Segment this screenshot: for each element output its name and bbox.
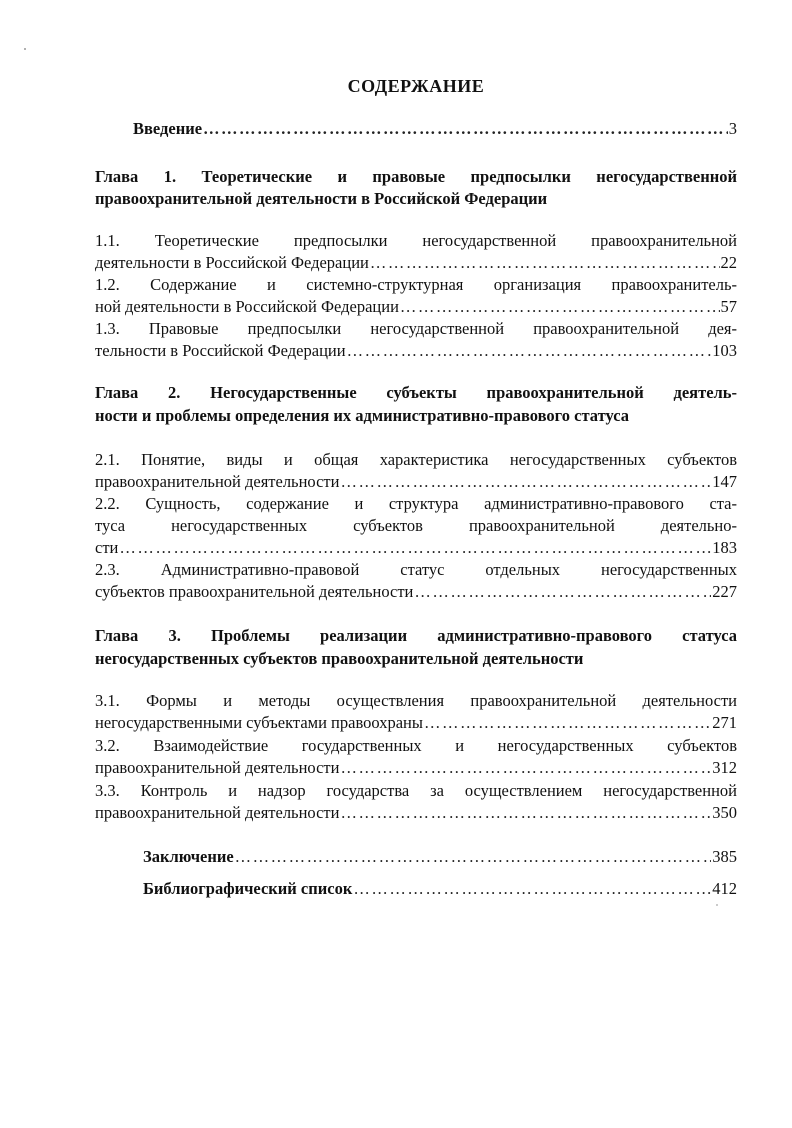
dot-leader <box>340 802 711 824</box>
dot-leader <box>414 581 711 603</box>
toc-entry-bibliography[interactable] <box>143 878 737 900</box>
toc-page-number: 147 <box>712 472 737 491</box>
section-3-2-line-1[interactable]: 3.2. Взаимодействие государственных и негосударственных субъектов <box>95 736 737 755</box>
dot-leader <box>340 471 711 493</box>
section-3-3-last-line[interactable] <box>95 802 737 824</box>
dot-leader <box>370 252 720 274</box>
toc-page-number: 312 <box>712 758 737 777</box>
toc-page-number: 227 <box>712 582 737 601</box>
toc-title: СОДЕРЖАНИЕ <box>347 76 485 96</box>
section-3-1-last-line[interactable] <box>95 712 737 734</box>
toc-entry-label: Заключение <box>143 847 234 866</box>
chapter-3-heading-line-2[interactable]: негосударственных субъектов правоохранительной деятельности <box>95 649 584 668</box>
section-2-3-line-1[interactable]: 2.3. Административно-правовой статус отдельных негосударственных <box>95 560 737 579</box>
section-2-2-last-line[interactable] <box>95 537 737 559</box>
section-2-2-line-1[interactable]: 2.2. Сущность, содержание и структура административно-правового ста- <box>95 494 737 513</box>
section-2-1-line-1[interactable]: 2.1. Понятие, виды и общая характеристика негосударственных субъектов <box>95 450 737 469</box>
dot-leader <box>400 296 720 318</box>
section-3-2-last-line[interactable] <box>95 757 737 779</box>
section-1-3-last-line[interactable] <box>95 340 737 362</box>
toc-page-number: 3 <box>728 119 737 138</box>
toc-entry-label: правоохранительной деятельности <box>95 472 340 491</box>
toc-page-number: 22 <box>720 253 737 272</box>
section-2-1-last-line[interactable] <box>95 471 737 493</box>
section-1-3-line-1[interactable]: 1.3. Правовые предпосылки негосударственной правоохранительной дея- <box>95 319 737 338</box>
toc-entry-intro[interactable] <box>133 118 737 140</box>
section-3-1-line-1[interactable]: 3.1. Формы и методы осуществления правоохранительной деятельности <box>95 691 737 710</box>
section-1-1-last-line[interactable] <box>95 252 737 274</box>
chapter-3-heading-line-1[interactable]: Глава 3. Проблемы реализации административно-правового статуса <box>95 626 737 645</box>
toc-entry-label: правоохранительной деятельности <box>95 758 340 777</box>
section-2-3-last-line[interactable] <box>95 581 737 603</box>
toc-entry-label: сти <box>95 538 119 557</box>
toc-entry-label: Введение <box>133 119 203 138</box>
dot-leader <box>235 846 712 868</box>
dot-leader <box>347 340 712 362</box>
section-1-1-line-1[interactable]: 1.1. Теоретические предпосылки негосударственной правоохранительной <box>95 231 737 250</box>
scan-speck <box>24 48 26 50</box>
toc-entry-label: деятельности в Российской Федерации <box>95 253 369 272</box>
toc-page-number: 385 <box>712 847 737 866</box>
section-3-3-line-1[interactable]: 3.3. Контроль и надзор государства за осуществлением негосударственной <box>95 781 737 800</box>
chapter-1-heading-line-2[interactable]: правоохранительной деятельности в Российской Федерации <box>95 189 548 208</box>
toc-page-number: 103 <box>712 341 737 360</box>
toc-entry-label: негосударственными субъектами правоохраны <box>95 713 423 732</box>
chapter-1-heading-line-1[interactable]: Глава 1. Теоретические и правовые предпосылки негосударственной <box>95 167 737 186</box>
toc-page-number: 412 <box>712 879 737 898</box>
toc-entry-label: Библиографический список <box>143 879 353 898</box>
section-1-2-line-1[interactable]: 1.2. Содержание и системно-структурная организация правоохранитель- <box>95 275 737 294</box>
dot-leader <box>424 712 711 734</box>
toc-entry-label: правоохранительной деятельности <box>95 803 340 822</box>
toc-entry-label: тельности в Российской Федерации <box>95 341 346 360</box>
dot-leader <box>340 757 711 779</box>
toc-page-number: 350 <box>712 803 737 822</box>
toc-entry-label: ной деятельности в Российской Федерации <box>95 297 399 316</box>
toc-entry-label: субъектов правоохранительной деятельности <box>95 582 414 601</box>
dot-leader <box>203 118 728 140</box>
chapter-2-heading-line-1[interactable]: Глава 2. Негосударственные субъекты правоохранительной деятель- <box>95 383 737 402</box>
toc-page-number: 271 <box>712 713 737 732</box>
scan-speck <box>716 904 718 906</box>
dot-leader <box>353 878 711 900</box>
toc-page-number: 57 <box>720 297 737 316</box>
section-2-2-line-2[interactable]: туса негосударственных субъектов правоохранительной деятельно- <box>95 516 737 535</box>
toc-page-number: 183 <box>712 538 737 557</box>
section-1-2-last-line[interactable] <box>95 296 737 318</box>
dot-leader <box>119 537 711 559</box>
toc-entry-conclusion[interactable] <box>143 846 737 868</box>
chapter-2-heading-line-2[interactable]: ности и проблемы определения их административно-правового статуса <box>95 406 629 425</box>
